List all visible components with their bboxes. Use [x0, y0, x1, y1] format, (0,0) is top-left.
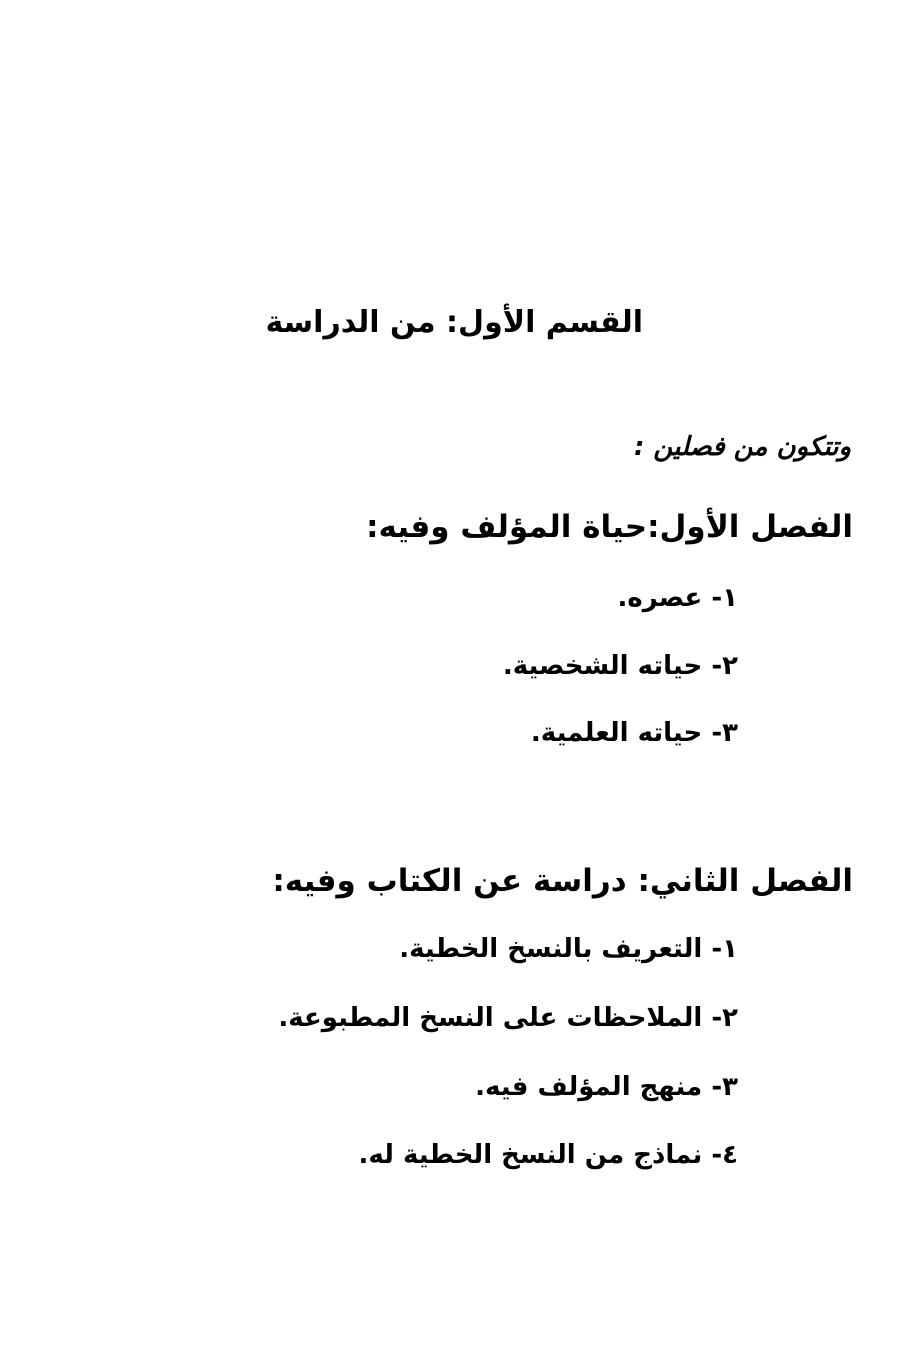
chapter-1-item: ٣- حياته العلمية.: [530, 718, 738, 748]
chapter-1-item: ١- عصره.: [617, 583, 738, 613]
chapter-2-item: ٢- الملاحظات على النسخ المطبوعة.: [278, 1003, 738, 1033]
chapter-2-title: الفصل الثاني: دراسة عن الكتاب وفيه:: [272, 863, 853, 899]
chapter-2-item: ٣- منهج المؤلف فيه.: [475, 1072, 738, 1102]
chapter-1-item: ٢- حياته الشخصية.: [502, 651, 738, 681]
section-intro: وتتكون من فصلين :: [633, 432, 851, 462]
chapter-1-title: الفصل الأول:حياة المؤلف وفيه:: [366, 509, 853, 545]
section-title: القسم الأول: من الدراسة: [265, 305, 643, 340]
chapter-2-item: ٤- نماذج من النسخ الخطية له.: [358, 1140, 738, 1170]
chapter-2-item: ١- التعريف بالنسخ الخطية.: [399, 934, 738, 964]
